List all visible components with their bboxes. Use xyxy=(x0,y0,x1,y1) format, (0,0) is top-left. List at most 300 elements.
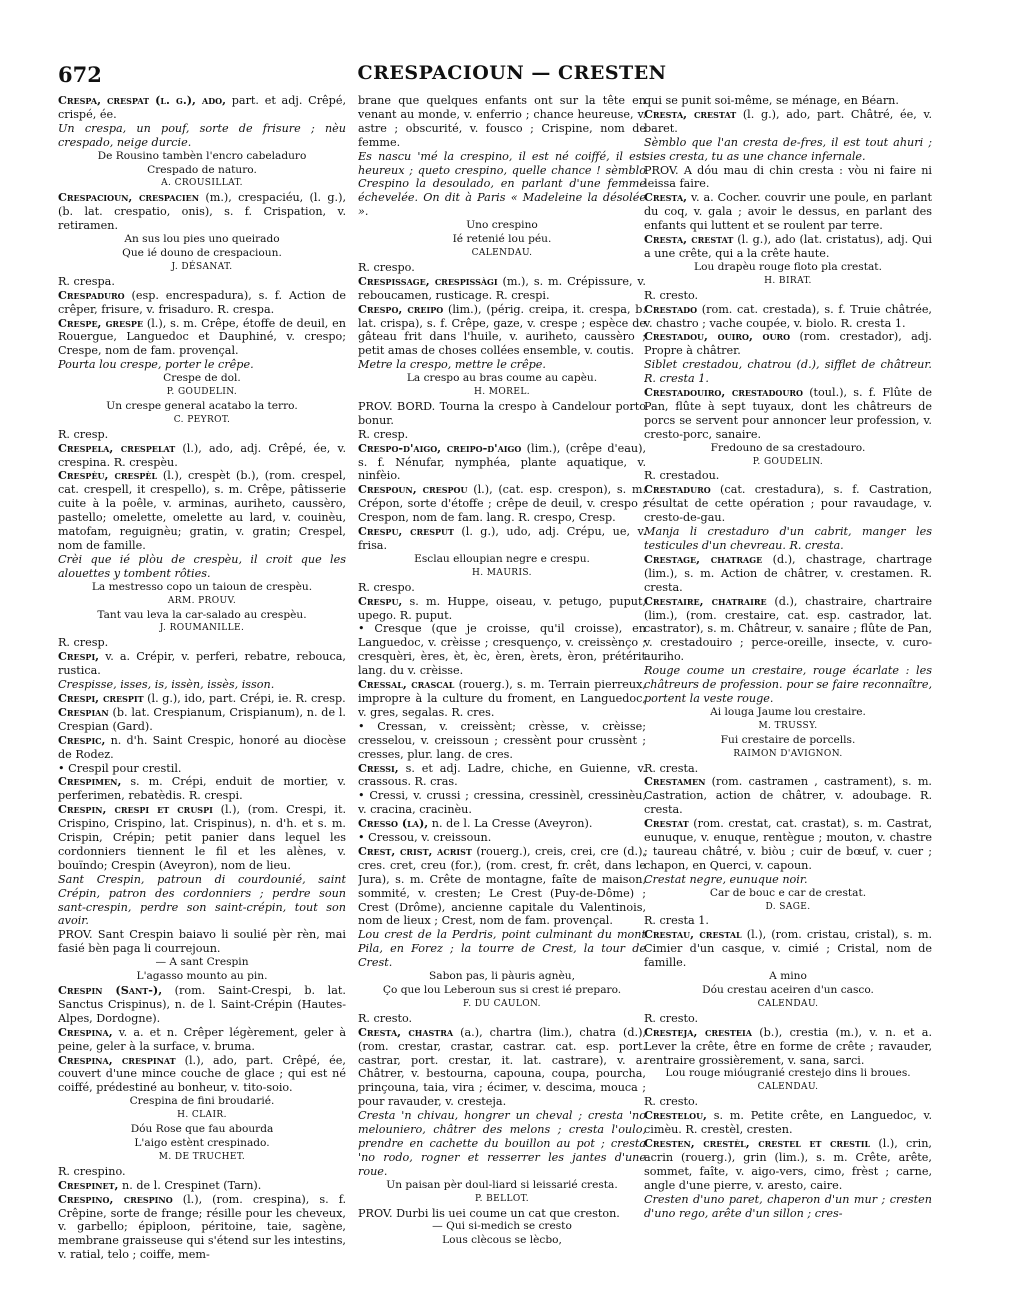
citation-author xyxy=(358,386,646,400)
headword: Crespi, crespit xyxy=(58,690,144,705)
page-number: 672 xyxy=(58,62,102,87)
citation-line xyxy=(358,219,646,233)
entry xyxy=(644,1109,932,1137)
entry xyxy=(644,762,932,776)
entry xyxy=(58,803,346,873)
citation-line xyxy=(58,233,346,247)
entry xyxy=(644,775,932,817)
entry-text: R. cresto. xyxy=(644,1011,699,1025)
entry xyxy=(358,581,646,595)
entry-text: s. m. Crépi, enduit de mortier, v. perferimen, rebatèdis. R. crespi. xyxy=(58,775,346,803)
entry-text: (l.), (cat. esp. crespon), s. m. Crépon, sorte d'étoffe ; crêpe de deuil, v. crespo ; Crespon, nom de fam. lang. R. crespo, Cresp. xyxy=(358,483,646,525)
entry-text: (rom. cat. crestada), s. f. Truie châtrée, v. chastro ; vache coupée, v. biolo. R. cresta 1. xyxy=(644,302,932,330)
entry-text: R. cresto. xyxy=(358,1011,413,1025)
citation-line xyxy=(58,581,346,595)
example-line xyxy=(358,358,646,372)
entry-text: s. m. Huppe, oiseau, v. petugo, puput, upego. R. puput. xyxy=(358,594,646,622)
entry-text: Crespina de fini broudarié. xyxy=(129,1095,275,1108)
entry-text: RAIMON D'AVIGNON. xyxy=(733,748,843,759)
entry-text: F. DU CAULON. xyxy=(463,998,541,1009)
citation-line xyxy=(58,956,346,970)
citation-line xyxy=(358,1234,646,1248)
entry-text: Fui crestaire de porcells. xyxy=(720,733,856,746)
headword: Crespèu, crespèl xyxy=(58,468,158,483)
entry-text: (rouerg.), creis, crei, cre (d.), cres. cret, creu (for.), (rom. crest, fr. crêt, dans le Jura), s. m. Crête de montagne, faîte de maison, sommité, v. cresten; Le Crest (Puy-de-Dôme) ; Crest (Drôme), ancienne capitale du Valentinois, nom de lieux ; Crest, nom de fam. provençal. xyxy=(358,844,646,928)
entry-text: D. SAGE. xyxy=(765,901,811,912)
citation-line xyxy=(358,553,646,567)
entry-text: (l.), (rom. cristau, cristal), s. m. Cimier d'un casque, v. cimié ; Cristal, nom de famille. xyxy=(644,928,932,970)
citation-author xyxy=(58,595,346,609)
entry-text: (l.), (rom. crespina), s. f. Crêpine, sorte de frange; résille pour les cheveux, v. garbello; épiploon, péritoine, taie, sagène, membrane graisseuse qui s'étend sur les intestins, v. ratial, telo ; coiffe, mem- xyxy=(58,1192,346,1262)
entry-text: • Cressan, v. creissènt; crèsse, v. crèisse; cresselou, v. creissoun ; cressènt pour crussènt ; cresses, plur. lang. de cres. xyxy=(358,719,646,761)
entry xyxy=(58,636,346,650)
entry-text: Un paisan pèr doul-liard si leissarié cresta. xyxy=(386,1178,618,1191)
headword: Crespaduro xyxy=(58,287,125,302)
entry-text: An sus lou pies uno queirado xyxy=(124,233,280,246)
entry-text: (l.), crin, acrin (rouerg.), grin (lim.), s. m. Crête, arête, sommet, faîte, v. aigo-vers, cimo, frèst ; carne, angle d'une pierre, v. aresto, caire. xyxy=(644,1136,932,1192)
entry xyxy=(358,595,646,623)
entry-text: Sant Crespin, patroun di courdounié, saint Crépin, patron des cordonniers ; perdre soun sant-crespin, perdre son saint-crépin, tout son avoir. xyxy=(58,872,346,928)
headword: Cresta, crestat xyxy=(644,106,737,121)
entry xyxy=(358,261,646,275)
entry xyxy=(644,94,932,108)
entry xyxy=(358,831,646,845)
citation-author xyxy=(644,901,932,915)
citation-author xyxy=(58,261,346,275)
entry xyxy=(58,1193,346,1263)
entry xyxy=(358,1207,646,1221)
entry-text: (l. g.), ado (lat. cristatus), adj. Qui a une crête, qui a la crête haute. xyxy=(644,233,932,260)
entry-text: P. GOUDELIN. xyxy=(166,387,238,398)
entry-text: Que ié douno de crespacioun. xyxy=(122,246,282,259)
entry xyxy=(58,775,346,803)
entry-text: (l.), ado, part. Crêpé, ée, couvert d'une mince couche de glace ; qui est né coiffé, prédestiné au bonheur, v. tito-soio. xyxy=(58,1053,346,1095)
entry xyxy=(644,553,932,595)
example-line xyxy=(58,873,346,929)
citation-line xyxy=(644,261,932,275)
entry-text: Ai louga Jaume lou crestaire. xyxy=(710,705,866,718)
headword: Cresso (la), xyxy=(358,816,429,831)
citation-author xyxy=(58,1151,346,1165)
entry xyxy=(58,191,346,233)
entry-text: R. crestadou. xyxy=(644,469,720,483)
entry-text: (l.), ado, adj. Crêpé, ée, v. crespina. R. crespèu. xyxy=(58,441,346,469)
entry-text: R. cresp. xyxy=(58,636,109,650)
citation-line xyxy=(58,970,346,984)
entry-text: part. et adj. Crêpé, crispé, ée. xyxy=(58,94,346,121)
headword: Crespian xyxy=(58,704,109,719)
entry-text: H. CLAIR. xyxy=(177,1110,227,1121)
entry-text: Fredouno de sa crestadouro. xyxy=(710,441,866,454)
headword: Cresta, xyxy=(644,190,688,205)
headword: Crestaduro xyxy=(644,482,711,497)
entry-text: La mestresso copo un taioun de crespèu. xyxy=(91,580,313,593)
entry xyxy=(358,303,646,359)
entry-text: — A sant Crespin xyxy=(155,956,249,969)
entry-text: L'aigo estènt crespinado. xyxy=(134,1136,270,1149)
entry-text: — Qui si-medich se cresto xyxy=(432,1220,572,1233)
column-3 xyxy=(644,94,932,1274)
citation-line xyxy=(58,1095,346,1109)
entry-text: Esclau elloupian negre e crespu. xyxy=(414,552,590,565)
example-line xyxy=(58,553,346,581)
entry-text: (rouerg.), s. m. Terrain pierreux, impropre à la culture du froment, en Languedoc, v. gres, segalas. R. cres. xyxy=(358,678,646,719)
entry-text: P. GOUDELIN. xyxy=(752,456,824,467)
citation-author xyxy=(358,998,646,1012)
entry-text: Crespe de dol. xyxy=(163,372,241,385)
entry xyxy=(358,400,646,428)
entry-text: R. cresp. xyxy=(58,427,109,441)
citation-author xyxy=(644,1081,932,1095)
entry xyxy=(644,1095,932,1109)
running-head: CRESPACIOUN — CRESTEN xyxy=(357,62,667,84)
citation-line xyxy=(358,1220,646,1234)
entry-text: PROV. BORD. Tourna la crespo à Candelour porto bonur. xyxy=(358,399,646,427)
citation-line xyxy=(58,164,346,178)
citation-line xyxy=(58,150,346,164)
entry-text: R. cresto. xyxy=(644,288,699,302)
citation-line xyxy=(358,984,646,998)
citation-author xyxy=(358,567,646,581)
entry-text: R. crespino. xyxy=(58,1164,126,1178)
entry xyxy=(644,303,932,331)
entry-text: • Cressou, v. creissoun. xyxy=(358,831,492,845)
entry-text: Un crespa, un pouf, sorte de frisure ; nèu crespado, neige durcie. xyxy=(58,121,346,149)
citation-line xyxy=(358,233,646,247)
citation-author xyxy=(644,998,932,1012)
entry xyxy=(358,428,646,442)
entry-text: Ço que lou Leberoun sus si crest ié preparo. xyxy=(382,984,622,996)
entry-text: Cresta 'n chivau, hongrer un cheval ; cresta 'no melouniero, châtrer des melons ; cresta l'oulo, prendre en cachette du bouillon au pot ; cresta 'no rodo, rogner et resserrer les jantes d'une roue. xyxy=(358,1109,646,1178)
entry-text: (b.), crestia (m.), v. n. et a. Lever la crête, être en forme de crête ; ravauder, rentraire grossièrement, v. sana, sarci. xyxy=(644,1025,932,1067)
entry-text: PROV. Sant Crespin baiavo li soulié pèr rèn, mai fasié bèn paga li courrejoun. xyxy=(58,928,346,956)
entry-text: Dóu crestau aceiren d'un casco. xyxy=(702,984,874,996)
entry-text: C. PEYROT. xyxy=(173,414,231,425)
entry-text: M. TRUSSY. xyxy=(758,720,818,731)
example-line xyxy=(58,122,346,150)
entry xyxy=(58,762,346,776)
entry xyxy=(358,720,646,762)
entry xyxy=(644,1012,932,1026)
entry-text: (b. lat. Crespianum, Crispianum), n. de l. Crespian (Gard). xyxy=(58,705,346,733)
entry-text: Lou rouge mióugranié crestejo dins li broues. xyxy=(665,1067,911,1080)
citation-line xyxy=(58,1137,346,1151)
headword: Crestage, chatrage xyxy=(644,551,763,566)
entry-text: (m.), s. m. Crépissure, v. reboucamen, rusticage. R. crespi. xyxy=(358,274,646,302)
example-line xyxy=(644,1193,932,1221)
entry-text: R. cresp. xyxy=(358,427,409,441)
entry-text: CALENDAU. xyxy=(471,247,533,258)
entry xyxy=(358,678,646,720)
example-line xyxy=(644,664,932,706)
entry xyxy=(644,483,932,525)
entry-text: Lou drapèu rouge floto pla crestat. xyxy=(694,260,882,273)
headword: Crespic, xyxy=(58,732,106,747)
entry xyxy=(58,442,346,470)
entry-text: R. cresta. xyxy=(644,761,699,775)
entry xyxy=(644,817,932,873)
entry-text: Ié retenié lou péu. xyxy=(452,233,552,246)
entry-text: (l.), s. m. Crêpe, étoffe de deuil, en Rouergue, Languedoc et Dauphiné, v. crespo; Crespe, nom de fam. provençal. xyxy=(58,316,346,358)
citation-line xyxy=(644,706,932,720)
headword: Crespacioun, crespacien xyxy=(58,190,200,205)
entry-text: R. cresto. xyxy=(644,1095,699,1109)
entry-text: Lou crest de la Perdris, point culminant du mont Pila, en Forez ; la tourre de Crest, la tour de Crest. xyxy=(358,928,646,970)
entry-text: Crespado de naturo. xyxy=(147,163,257,176)
entry xyxy=(358,622,646,678)
citation-author xyxy=(644,720,932,734)
entry xyxy=(644,289,932,303)
entry-text: • Cressi, v. crussi ; cressina, cressinèl, cressinèu, v. cracina, cracinèu. xyxy=(358,789,646,817)
entry-text: Pourta lou crespe, porter le crêpe. xyxy=(58,358,254,372)
headword: Crestelou, xyxy=(644,1108,707,1123)
headword: Crespimen, xyxy=(58,774,122,789)
headword: Crespoun, crespou xyxy=(358,482,468,497)
entry xyxy=(58,650,346,678)
example-line xyxy=(644,358,932,386)
headword: Crespa, crespat (l. g.), ado, xyxy=(58,94,227,107)
entry xyxy=(58,928,346,956)
entry xyxy=(58,706,346,734)
entry-text: (rom. castramen , castrament), s. m. Castration, action de châtrer, v. adoubage. R. cresta. xyxy=(644,775,932,817)
entry xyxy=(358,789,646,817)
entry-text: M. DE TRUCHET. xyxy=(158,1151,246,1162)
entry-text: (lim.), (périg. creipa, it. crespa, b. lat. crispa), s. f. Crêpe, gaze, v. crespe ; espèce de gâteau frit dans l'huile, v. auriheto, caussèro ; petit amas de choses collées ensemble, v. coutis. xyxy=(358,302,646,358)
entry-text: Tant vau leva la car-salado au crespèu. xyxy=(97,608,307,621)
entry-text: Dóu Rose que fau abourda xyxy=(130,1123,274,1136)
example-line xyxy=(58,358,346,372)
entry-text: • Cresque (que je croisse, qu'il croisse), en Languedoc, v. crèisse ; cresquenço, v. creissènço ; cresquèri, ères, èt, èc, èren, èrets, èron, prétérit lang. du v. crèisse. xyxy=(358,622,646,678)
citation-line xyxy=(644,734,932,748)
citation-line xyxy=(644,984,932,998)
entry-text: (l.), (rom. Crespi, it. Crispino, Crispino, lat. Crispinus), n. d'h. et s. m. Crispin, Crépin; petit panier dans lequel les cordonniers tiennent le fil et les alènes, v. bouïndo; Crespin (Aveyron), nom de lieu. xyxy=(58,803,346,872)
citation-line xyxy=(358,970,646,984)
citation-author xyxy=(358,247,646,261)
entry-text: (rom. crestat, cat. crastat), s. m. Castrat, eunuque, v. enuque, rentègue ; mouton, v. chastre ; taureau châtré, v. biòu ; cuir de bœuf, v. cuer ; chapon, en Querci, v. capoun. xyxy=(644,817,932,872)
headword: Cressi, xyxy=(358,760,399,775)
entry-text: Manja li crestaduro d'un cabrit, manger les testicules d'un chevreau. R. cresta. xyxy=(644,525,932,552)
citation-line xyxy=(644,1067,932,1081)
headword: Crespino, crespino xyxy=(58,1191,173,1206)
entry-text: R. crespo. xyxy=(358,580,415,594)
entry-text: • Crespil pour crestil. xyxy=(58,761,182,775)
entry xyxy=(58,428,346,442)
headword: Crespe, grespe xyxy=(58,315,144,330)
entry xyxy=(58,289,346,317)
entry xyxy=(58,469,346,552)
entry-text: De Rousino tambèn l'encro cabeladuro xyxy=(97,149,307,162)
entry xyxy=(358,1012,646,1026)
entry xyxy=(358,483,646,525)
entry-text: Sèmblo que l'an cresta de-fres, il est tout ahuri ; sies cresta, tu as une chance infernale. xyxy=(644,135,932,163)
entry xyxy=(358,275,646,303)
entry-text: (d.), chastrage, chartrage (lim.), s. m. Action de châtrer, v. crestamen. R. cresta. xyxy=(644,552,932,594)
entry-text: A. CROUSILLAT. xyxy=(161,178,243,189)
entry xyxy=(644,469,932,483)
entry-text: L'agasso mounto au pin. xyxy=(136,970,268,983)
entry-text: R. crespa. xyxy=(58,274,115,288)
headword: Crestamen xyxy=(644,774,706,789)
entry-text: (rom. crestador), adj. Propre à châtrer. xyxy=(644,330,932,358)
entry-text: brane que quelques enfants ont sur la tête en venant au monde, v. enferrio ; chance heureuse, v. astre ; obscurité, v. fousco ; Crispine, nom de femme. xyxy=(358,94,646,149)
entry-text: La crespo au bras coume au capèu. xyxy=(406,372,598,385)
entry-text: v. a. Crépir, v. perferi, rebatre, rebouca, rustica. xyxy=(58,650,346,678)
entry-text: s. et adj. Ladre, chiche, en Guienne, v. crassous. R. cras. xyxy=(358,761,646,789)
example-line xyxy=(358,150,646,220)
headword: Crespi, xyxy=(58,649,100,664)
entry-text: v. a. et n. Crêper légèrement, geler à peine, geler à la surface, v. bruma. xyxy=(58,1025,346,1053)
citation-author xyxy=(644,456,932,470)
headword: Crestadouiro, crestadouro xyxy=(644,385,803,400)
citation-line xyxy=(358,372,646,386)
entry-text: (l.), crespèt (b.), (rom. crespel, cat. crespell, it crespello), s. m. Crêpe, pâtisserie cuite à la poêle, v. arminas, auriheto, caussèro, pastello; omelette, omelette au lard, v. couinèu, matofam, reguignèu; gratin, v. gratin; Crespel, nom de famille. xyxy=(58,469,346,552)
entry xyxy=(358,845,646,928)
citation-author xyxy=(58,622,346,636)
example-line xyxy=(58,678,346,692)
entry-text: H. BIRAT. xyxy=(764,275,812,286)
headword: Crestat xyxy=(644,816,689,831)
entry-text: (l. g.), ado, part. Châtré, ée, v. baret. xyxy=(644,107,932,135)
headword: Crespela, crespelat xyxy=(58,440,176,455)
headword: Crestadou, ouiro, ouro xyxy=(644,329,791,344)
headword: Cresta, chastra xyxy=(358,1024,454,1039)
entry-text: (d.), chastraire, chartraire (lim.), (rom. crestaire, cat. esp. castrador, lat. castrator), s. m. Châtreur, v. sanaire ; flûte de Pan, v. crestadouiro ; perce-oreille, insecte, v. curo-auriho. xyxy=(644,594,932,664)
citation-author xyxy=(58,386,346,400)
entry-text: Car de bouc e car de crestat. xyxy=(709,886,867,899)
entry-text: qui se punit soi-même, se ménage, en Béarn. xyxy=(644,94,899,107)
entry-text: A mino xyxy=(769,970,807,983)
citation-line xyxy=(58,372,346,386)
entry-text: Crèi que ié plòu de crespèu, il croit que les alouettes y tombent rôties. xyxy=(58,552,346,580)
entry-text: n. d'h. Saint Crespic, honoré au diocèse de Rodez. xyxy=(58,733,346,761)
entry-text: H. MAURIS. xyxy=(472,567,532,578)
entry-text: Crestat negre, eunuque noir. xyxy=(644,872,808,886)
example-line xyxy=(644,136,932,164)
headword: Crespu, xyxy=(358,593,403,608)
headword: Crespin, crespi et cruspi xyxy=(58,802,213,817)
entry-text: n. de l. Crespinet (Tarn). xyxy=(118,1178,262,1192)
entry xyxy=(644,108,932,136)
entry xyxy=(644,330,932,358)
entry-text: H. MOREL. xyxy=(474,387,530,398)
entry xyxy=(58,1179,346,1193)
citation-author xyxy=(58,1109,346,1123)
entry-text: (a.), chartra (lim.), chatra (d.), (rom. crestar, crastar, castrar. cat. esp. port. castrar, port. crestar, it. lat. castrare), v. a. Châtrer, v. bestourna, capouna, coupa, pourcha, prinçouna, taia, vira ; écimer, v. descima, mouca ; pour ravauder, v. cresteja. xyxy=(358,1025,646,1109)
citation-line xyxy=(58,1123,346,1137)
entry xyxy=(644,928,932,970)
citation-author xyxy=(58,414,346,428)
entry xyxy=(358,762,646,790)
citation-line xyxy=(58,247,346,261)
entry-text: (esp. encrespadura), s. f. Action de crêper, frisure, v. frisaduro. R. crespa. xyxy=(58,288,346,316)
headword: Crespinet, xyxy=(58,1177,119,1192)
entry xyxy=(358,817,646,831)
entry-text: n. de l. La Cresse (Aveyron). xyxy=(428,817,593,831)
citation-line xyxy=(358,1179,646,1193)
headword: Crespin (Sant-), xyxy=(58,983,163,997)
entry-text: P. BELLOT. xyxy=(474,1193,529,1204)
entry xyxy=(644,233,932,261)
entry xyxy=(644,1026,932,1068)
entry xyxy=(358,94,646,150)
entry xyxy=(644,1137,932,1193)
example-line xyxy=(358,1109,646,1179)
example-line xyxy=(358,928,646,970)
entry-text: (toul.), s. f. Flûte de Pan, flûte à sept tuyaux, dont les châtreurs de porcs se servent pour annoncer leur profession, v. cresto-porc, sanaire. xyxy=(644,386,932,441)
entry-text: Cresten d'uno paret, chaperon d'un mur ; cresten d'uno rego, arête d'un sillon ; cres- xyxy=(644,1192,932,1220)
column-1 xyxy=(58,94,346,1274)
example-line xyxy=(644,873,932,887)
entry-text: Siblet crestadou, chatrou (d.), sifflet de châtreur. R. cresta 1. xyxy=(644,358,932,386)
headword: Crespu, cresput xyxy=(358,524,454,539)
headword: Crestaire, chatraire xyxy=(644,593,767,608)
entry-text: J. DÉSANAT. xyxy=(171,261,233,272)
citation-line xyxy=(644,970,932,984)
entry-text: v. a. Cocher. couvrir une poule, en parlant du coq, v. gala ; avoir le dessus, en parlant des enfants qui luttent et se roulent par terre. xyxy=(644,191,932,233)
entry-text: (m.), crespaciéu, (l. g.), (b. lat. crespatio, onis), s. f. Crispation, v. retiramen. xyxy=(58,191,346,233)
citation-line xyxy=(644,887,932,901)
entry-text: Es nascu 'mé la crespino, il est né coiffé, il est heureux ; queto crespino, quelle chance ! sèmblo Crespino la desoulado, en parlant d'une femme échevelée. On dit à Paris « Madeleine la désolée ». xyxy=(358,149,646,219)
entry xyxy=(358,1026,646,1109)
example-line xyxy=(644,525,932,553)
entry-text: PROV. Durbi lis uei coume un cat que creston. xyxy=(358,1206,620,1220)
entry xyxy=(58,1165,346,1179)
citation-line xyxy=(644,442,932,456)
entry-text: CALENDAU. xyxy=(757,1082,819,1093)
entry xyxy=(644,191,932,233)
entry-text: Lous clècous se lècbo, xyxy=(442,1234,562,1247)
entry-text: Sabon pas, li pàuris agnèu, xyxy=(429,970,575,983)
headword: Cresteja, cresteia xyxy=(644,1024,752,1039)
entry-text: (l. g.), udo, adj. Crépu, ue, v. frisa. xyxy=(358,525,646,552)
entry xyxy=(58,1054,346,1096)
headword: Crespo-d'aigo, creipo-d'aigo xyxy=(358,440,522,455)
entry xyxy=(58,734,346,762)
citation-author xyxy=(644,275,932,289)
entry-text: R. cresta 1. xyxy=(644,914,709,928)
headword: Cresten, crestèl, crestel et crestil xyxy=(644,1135,871,1150)
entry xyxy=(58,94,346,122)
entry-text: (l. g.), ido, part. Crépi, ie. R. cresp. xyxy=(143,691,346,705)
entry-text: R. crespo. xyxy=(358,260,415,274)
entry-text: (cat. crestadura), s. f. Castration, résultat de cette opération ; pour ravaudage, v. cresto-de-gau. xyxy=(644,483,932,525)
entry xyxy=(58,692,346,706)
entry-text: (rom. Saint-Crespi, b. lat. Sanctus Crispinus), n. de l. Saint-Crépin (Hautes-Alpes, Dordogne). xyxy=(58,984,346,1025)
entry-text: (lim.), (crêpe d'eau), s. f. Nénufar, nymphéa, plante aquatique, v. ninfèio. xyxy=(358,441,646,483)
citation-author xyxy=(644,748,932,762)
headword: Crespina, crespinat xyxy=(58,1052,176,1067)
headword: Cresta, crestat xyxy=(644,232,734,247)
entry xyxy=(58,1026,346,1054)
citation-author xyxy=(358,1193,646,1207)
entry xyxy=(644,164,932,192)
entry-text: Crespisse, isses, is, issèn, issès, isson. xyxy=(58,678,275,692)
citation-author xyxy=(58,177,346,191)
citation-line xyxy=(58,400,346,414)
headword: Crest, crist, acrist xyxy=(358,843,472,858)
entry-text: Metre la crespo, mettre le crêpe. xyxy=(358,358,546,372)
entry xyxy=(644,595,932,665)
entry-text: J. ROUMANILLE. xyxy=(159,623,245,634)
headword: Crespina, xyxy=(58,1024,113,1039)
entry-text: s. m. Petite crête, en Languedoc, v. cimèu. R. crestèl, cresten. xyxy=(644,1109,932,1137)
headword: Crespo, creipo xyxy=(358,301,444,316)
headword: Crespissage, crespissàgi xyxy=(358,273,498,288)
entry-text: PROV. A dóu mau di chin cresta : vòu ni faire ni leissa faire. xyxy=(644,163,932,191)
entry xyxy=(58,317,346,359)
entry-text: Un crespe general acatabo la terro. xyxy=(106,399,298,412)
entry xyxy=(58,984,346,1026)
